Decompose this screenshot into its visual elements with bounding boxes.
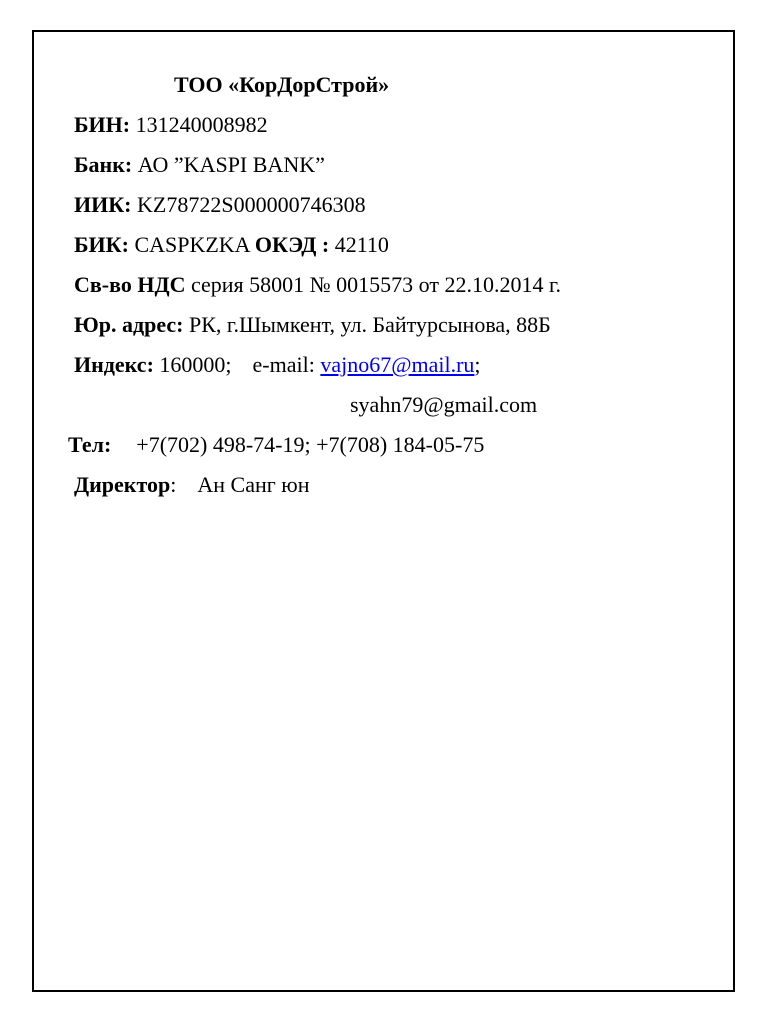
- bank-value: АО ”KASPI BANK”: [137, 152, 325, 177]
- email-primary-link[interactable]: vajno67@mail.ru: [320, 352, 475, 377]
- oked-label: ОКЭД :: [254, 232, 330, 257]
- iik-value: KZ78722S000000746308: [137, 192, 366, 217]
- bin-row: [74, 112, 268, 138]
- vat-row: [74, 272, 561, 298]
- director-colon: :: [170, 472, 177, 497]
- iik-row: [74, 192, 366, 218]
- vat-value: серия 58001 № 0015573 от 22.10.2014 г.: [190, 272, 562, 297]
- iik-label: ИИК:: [74, 192, 132, 217]
- vat-label: Св-во НДС: [74, 272, 186, 297]
- phone-value: +7(702) 498-74-19; +7(708) 184-05-75: [136, 432, 485, 457]
- bank-label: Банк:: [74, 152, 133, 177]
- index-value: 160000;: [159, 352, 232, 377]
- bin-value: 131240008982: [135, 112, 268, 137]
- oked-value: 42110: [334, 232, 389, 257]
- company-title: ТОО «КорДорСтрой»: [174, 72, 390, 97]
- phone-label: Тел:: [68, 432, 112, 457]
- address-row: [74, 312, 551, 338]
- email-label: e-mail:: [252, 352, 315, 377]
- index-row: [74, 352, 481, 378]
- address-value: РК, г.Шымкент, ул. Байтурсынова, 88Б: [189, 312, 551, 337]
- bik-row: [74, 232, 389, 258]
- director-row: [74, 472, 309, 498]
- director-value: Ан Санг юн: [197, 472, 310, 497]
- bin-label: БИН:: [74, 112, 131, 137]
- bank-row: [74, 152, 325, 178]
- bik-label: БИК:: [74, 232, 129, 257]
- email-secondary: syahn79@gmail.com: [350, 392, 538, 417]
- address-label: Юр. адрес:: [74, 312, 184, 337]
- bik-value: CASPKZKA: [134, 232, 250, 257]
- index-label: Индекс:: [74, 352, 154, 377]
- director-label: Директор: [74, 472, 171, 497]
- email-separator: ;: [474, 352, 481, 377]
- phone-row: [68, 432, 484, 458]
